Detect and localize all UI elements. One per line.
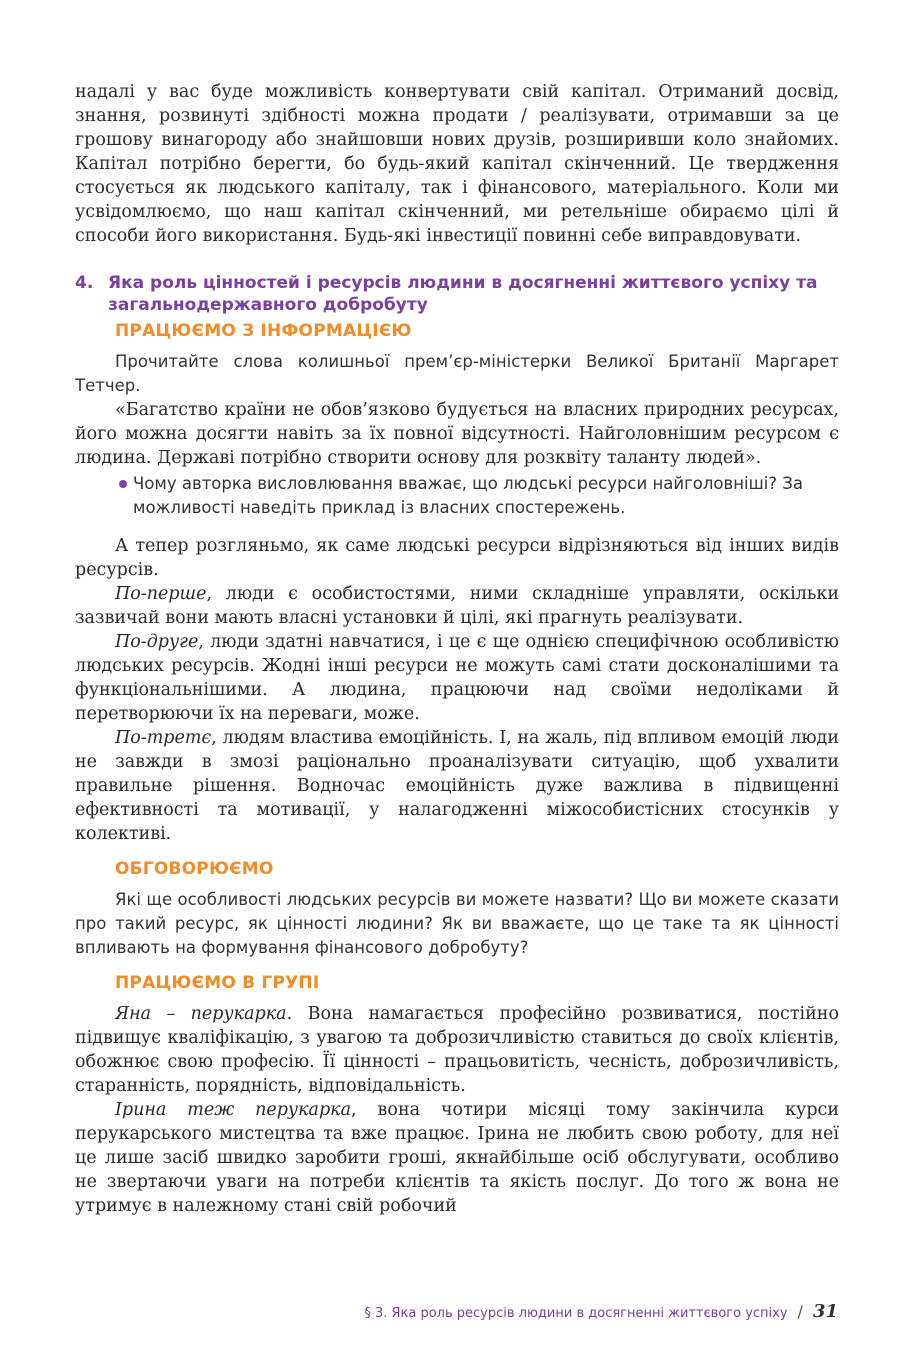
section-heading-information: ПРАЦЮЄМО З ІНФОРМАЦІЄЮ xyxy=(115,321,412,341)
question-text: Яка роль цінностей і ресурсів людини в досягненні життєвого успіху та загальнодержавного добробуту xyxy=(108,273,818,315)
discussion-text: Які ще особливості людських ресурсів ви можете назвати? Що ви можете сказати про такий ресурс, як цінності людини? Як ви вважаєте, що це таке та як цінності впливають на формування фінансового добробуту? xyxy=(75,890,839,957)
section-heading-group-work: ПРАЦЮЄМО В ГРУПІ xyxy=(115,973,320,993)
footer-section-title: § 3. Яка роль ресурсів людини в досягненні життєвого успіху xyxy=(364,1306,788,1321)
body-paragraph-2 xyxy=(75,582,839,630)
bullet-dot-icon xyxy=(119,480,127,488)
page-footer xyxy=(364,1301,838,1322)
body-paragraph-4-emphasis: По-третє xyxy=(115,728,212,748)
bullet-question xyxy=(75,472,839,520)
body-paragraph-1: А тепер розгляньмо, як саме людські ресурси відрізняються від інших видів ресурсів. xyxy=(75,536,839,580)
intro-paragraph: надалі у вас буде можливість конвертувати свій капітал. Отриманий досвід, знання, розвинуті здібності можна продати / реалізувати, отримавши за це грошову винагороду або знайшовши нових друзів, розширивши коло знайомих. Капітал потрібно берегти, бо будь-який капітал скінченний. Це твердження стосується як людського капіталу, так і фінансового, матеріального. Коли ми усвідомлюємо, що наш капітал скінченний, ми ретельніше обираємо цілі й способи його використання. Будь-які інвестиції повинні себе виправдовувати. xyxy=(75,82,839,246)
body-paragraph-2-emphasis: По-перше xyxy=(115,584,207,604)
page-content xyxy=(75,80,839,1218)
bullet-question-text: Чому авторка висловлювання вважає, що людські ресурси найголовніші? За можливості наведіть приклад із власних спостережень. xyxy=(133,474,803,517)
group-paragraph-1-emphasis: Яна – перукарка xyxy=(115,1004,287,1024)
page-number: 31 xyxy=(812,1301,838,1322)
question-heading xyxy=(75,272,839,316)
body-paragraph-3 xyxy=(75,630,839,726)
section-heading-discussion: ОБГОВОРЮЄМО xyxy=(115,859,274,879)
group-paragraph-2-text: , вона чотири місяці тому закінчила курси перукарського мистецтва та вже працює. Ірина не любить свою роботу, для неї це лише засіб швидко заробити гроші, якнайбільше осіб обслугувати, особливо не звертаючи уваги на потреби клієнтів та якість послуг. До того ж вона не утримує в належному стані свій робочий xyxy=(75,1100,839,1216)
body-paragraph-4 xyxy=(75,726,839,846)
footer-separator: / xyxy=(797,1302,803,1321)
question-number: 4. xyxy=(75,273,94,293)
thatcher-quote: «Багатство країни не обов’язково будується на власних природних ресурсах, його можна досягти навіть за їх повної відсутності. Найголовнішим ресурсом є людина. Державі потрібно створити основу для розквіту таланту людей». xyxy=(75,400,839,468)
body-paragraph-4-text: , людям властива емоційність. І, на жаль, під впливом емоцій люди не завжди в змозі раціонально проаналізувати ситуацію, щоб ухвалити правильне рішення. Водночас емоційність дуже важлива в підвищенні ефективності та мотивації, у налагодженні міжособистісних стосунків у колективі. xyxy=(75,728,839,844)
body-paragraph-3-text: , люди здатні навчатися, і це є ще однією специфічною особливістю людських ресурсів. Жодні інші ресурси не можуть самі стати досконалішими та функціональнішими. А людина, працюючи над своїми недоліками й перетворюючи їх на переваги, може. xyxy=(75,632,839,724)
body-paragraph-2-text: , люди є особистостями, ними складніше управляти, оскільки зазвичай вони мають власні установки й цілі, які прагнуть реалізувати. xyxy=(75,584,839,628)
group-paragraph-2-emphasis: Ірина теж перукарка xyxy=(115,1100,352,1120)
group-paragraph-2 xyxy=(75,1098,839,1218)
group-paragraph-1-text: . Вона намагається професійно розвиватися, постійно підвищує кваліфікацію, з увагою та доброзичливістю ставиться до своїх клієнтів, обожнює свою професію. Її цінності – працьовитість, чесність, доброзичливість, старанність, порядність, відповідальність. xyxy=(75,1004,839,1096)
group-paragraph-1 xyxy=(75,1002,839,1098)
body-paragraph-3-emphasis: По-друге xyxy=(115,632,199,652)
section1-lead: Прочитайте слова колишньої прем’єр-міністерки Великої Британії Маргарет Тетчер. xyxy=(75,352,839,395)
